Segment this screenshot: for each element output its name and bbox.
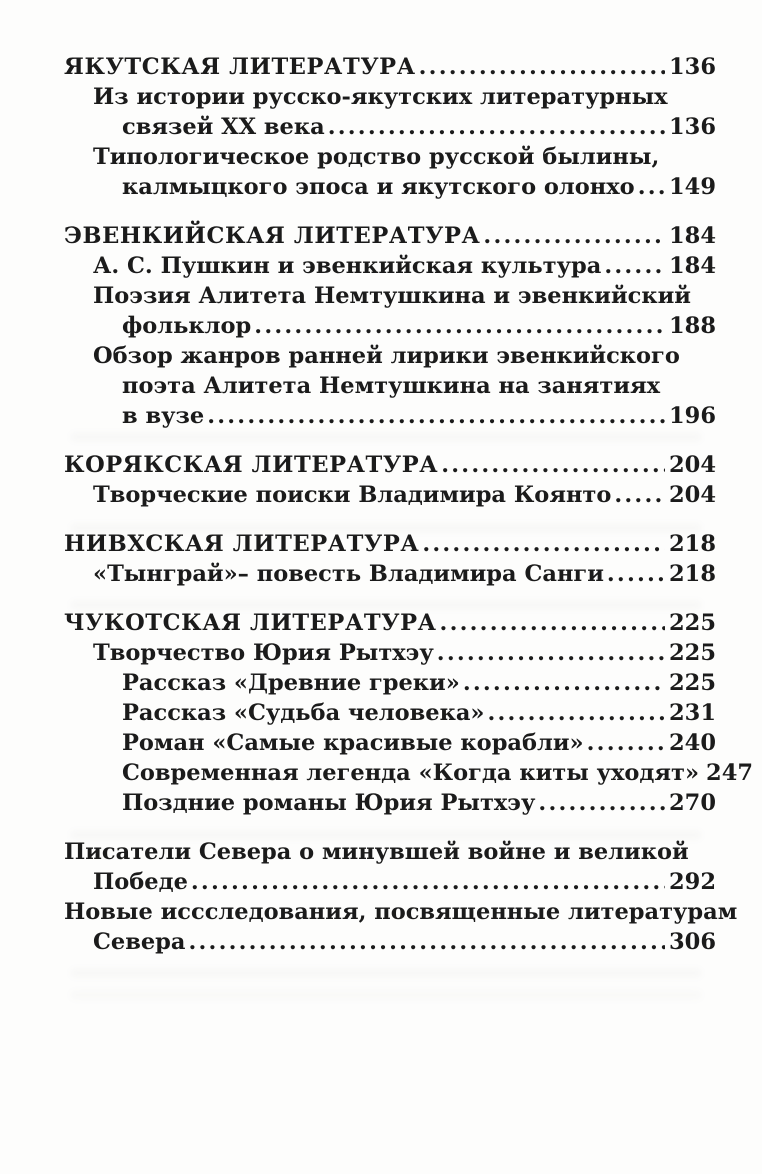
toc-text: Современная легенда «Когда киты уходят» <box>122 760 700 786</box>
page-number: 136 <box>669 114 716 140</box>
toc-text: ЧУКОТСКАЯ ЛИТЕРАТУРА <box>64 610 437 636</box>
toc-section-heading <box>64 450 716 480</box>
page-number: 225 <box>669 610 716 636</box>
toc-text: А. С. Пушкин и эвенкийская культура <box>93 253 602 279</box>
toc-text: Творчество Юрия Рытхэу <box>93 640 434 666</box>
dot-leader <box>484 698 665 728</box>
dot-leader <box>480 221 665 251</box>
page-number: 225 <box>669 640 716 666</box>
dot-leader <box>325 112 665 142</box>
toc-entry-continuation <box>64 112 716 142</box>
page-number: 136 <box>669 54 716 80</box>
toc-section-heading <box>64 221 716 251</box>
toc-text: Поздние романы Юрия Рытхэу <box>122 790 536 816</box>
toc-text: Обзор жанров ранней лирики эвенкийского <box>93 343 680 369</box>
dot-leader <box>635 172 665 202</box>
toc-section-heading <box>64 529 716 559</box>
dot-leader <box>460 668 665 698</box>
toc-entry <box>64 698 716 728</box>
page-number: 188 <box>669 313 716 339</box>
toc-text: фольклор <box>122 313 252 339</box>
dot-leader <box>185 927 665 957</box>
page-number: 306 <box>669 929 716 955</box>
page-number: 270 <box>669 790 716 816</box>
scan-bleedthrough-artifact <box>70 968 702 978</box>
dot-leader <box>601 251 665 281</box>
toc-text: поэта Алитета Немтушкина на занятиях <box>122 373 661 399</box>
toc-entry-continuation <box>64 172 716 202</box>
toc-text: Победе <box>93 869 188 895</box>
toc-text: Творческие поиски Владимира Коянто <box>93 482 612 508</box>
dot-leader <box>434 638 665 668</box>
page-number: 247 <box>706 760 754 786</box>
toc-text: «Тынграй»– повесть Владимира Санги <box>93 561 604 587</box>
page-number: 218 <box>669 561 716 587</box>
toc-text: НИВХСКАЯ ЛИТЕРАТУРА <box>64 531 420 557</box>
toc-entry <box>64 758 754 788</box>
toc-entry <box>64 897 738 927</box>
toc-text: ЯКУТСКАЯ ЛИТЕРАТУРА <box>64 54 416 80</box>
page-number: 231 <box>669 700 716 726</box>
page-number: 196 <box>669 403 716 429</box>
dot-leader <box>604 559 665 589</box>
page-number: 149 <box>669 174 716 200</box>
toc-entry <box>64 668 716 698</box>
dot-leader <box>535 788 665 818</box>
toc-text: Новые иссследования, посвященные литературам <box>64 899 738 925</box>
toc-text: ЭВЕНКИЙСКАЯ ЛИТЕРАТУРА <box>64 223 481 249</box>
toc-text: Из истории русско-якутских литературных <box>93 84 668 110</box>
toc-text: Рассказ «Древние греки» <box>122 670 460 696</box>
toc-entry-continuation <box>64 927 716 957</box>
toc-text: Севера <box>93 929 186 955</box>
toc-text: КОРЯКСКАЯ ЛИТЕРАТУРА <box>64 452 439 478</box>
toc-entry <box>64 82 716 112</box>
toc-text: Рассказ «Судьба человека» <box>122 700 485 726</box>
toc-entry-continuation <box>64 401 716 431</box>
dot-leader <box>611 480 665 510</box>
toc-entry <box>64 728 716 758</box>
page-number: 184 <box>669 223 716 249</box>
toc-page <box>64 52 754 957</box>
page-number: 184 <box>669 253 716 279</box>
toc-entry <box>64 638 716 668</box>
dot-leader <box>416 52 665 82</box>
toc-text: Писатели Севера о минувшей войне и великой <box>64 839 689 865</box>
dot-leader <box>204 401 665 431</box>
scan-bleedthrough-artifact <box>70 990 702 1000</box>
dot-leader <box>437 608 666 638</box>
toc-text: Типологическое родство русской былины, <box>93 144 660 170</box>
toc-text: связей XX века <box>122 114 325 140</box>
toc-entry <box>64 837 716 867</box>
page-number: 240 <box>669 730 716 756</box>
toc-text: Роман «Самые красивые корабли» <box>122 730 584 756</box>
page-number: 292 <box>669 869 716 895</box>
toc-entry <box>64 281 716 311</box>
dot-leader <box>438 450 665 480</box>
toc-text: в вузе <box>122 403 205 429</box>
toc-section-heading <box>64 52 716 82</box>
toc-entry <box>64 788 716 818</box>
toc-text: калмыцкого эпоса и якутского олонхо <box>122 174 635 200</box>
page-number: 204 <box>669 482 716 508</box>
toc-entry-continuation <box>64 371 716 401</box>
toc-entry <box>64 142 716 172</box>
toc-entry <box>64 341 716 371</box>
dot-leader <box>188 867 665 897</box>
toc-entry <box>64 251 716 281</box>
page-number: 204 <box>669 452 716 478</box>
toc-entry <box>64 480 716 510</box>
toc-entry <box>64 559 716 589</box>
toc-section-heading <box>64 608 716 638</box>
page-number: 218 <box>669 531 716 557</box>
toc-entry-continuation <box>64 311 716 341</box>
toc-text: Поэзия Алитета Немтушкина и эвенкийский <box>93 283 691 309</box>
page-number: 225 <box>669 670 716 696</box>
toc-entry-continuation <box>64 867 716 897</box>
dot-leader <box>584 728 665 758</box>
dot-leader <box>419 529 665 559</box>
dot-leader <box>251 311 665 341</box>
